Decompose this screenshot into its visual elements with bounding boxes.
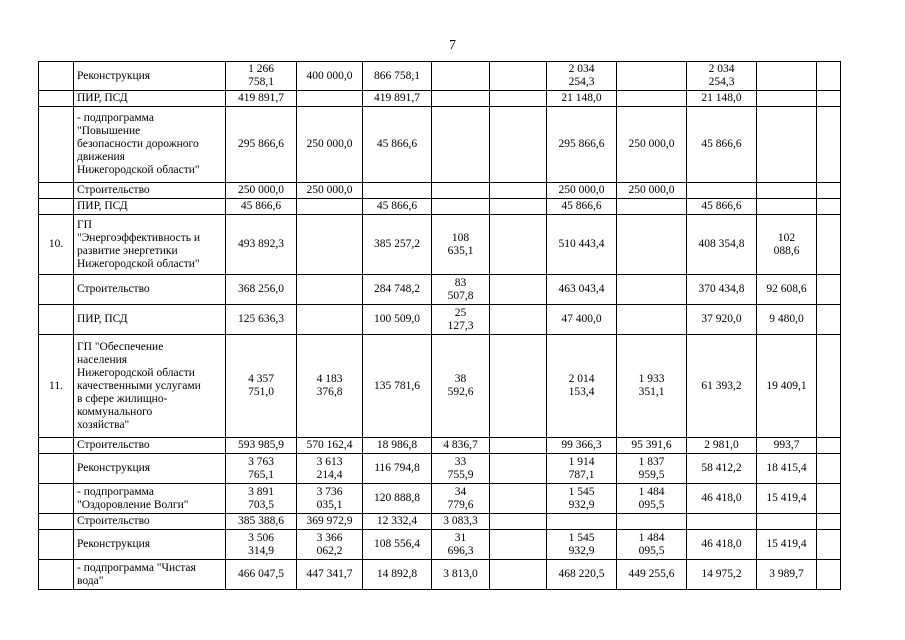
value-cell-federal-2 [617, 305, 687, 335]
value-cell-regional-2: 58 412,2 [687, 454, 757, 484]
value-cell-extra [490, 484, 547, 514]
value-cell-total-2: 250 000,0 [547, 183, 617, 199]
value-cell-federal-2: 95 391,6 [617, 438, 687, 454]
value-cell-local: 31 696,3 [432, 530, 490, 560]
value-cell-local-2: 102 088,6 [757, 215, 817, 275]
value-cell-local-2: 3 989,7 [757, 560, 817, 590]
value-cell-local: 108 635,1 [432, 215, 490, 275]
value-cell-total: 295 866,6 [226, 107, 297, 183]
value-cell-regional: 12 332,4 [363, 514, 432, 530]
program-name-cell: ПИР, ПСД [74, 199, 226, 215]
value-cell-local: 25 127,3 [432, 305, 490, 335]
value-cell-regional-2: 46 418,0 [687, 530, 757, 560]
value-cell-federal-2 [617, 199, 687, 215]
value-cell-local: 33 755,9 [432, 454, 490, 484]
table-row [39, 484, 841, 514]
value-cell-regional-2: 370 434,8 [687, 275, 757, 305]
value-cell-extra-2 [817, 62, 841, 91]
value-cell-total: 385 388,6 [226, 514, 297, 530]
value-cell-regional: 108 556,4 [363, 530, 432, 560]
value-cell-total-2: 99 366,3 [547, 438, 617, 454]
value-cell-local-2: 993,7 [757, 438, 817, 454]
value-cell-extra [490, 305, 547, 335]
value-cell-local [432, 199, 490, 215]
row-number-cell [39, 183, 74, 199]
program-name-cell: Реконструкция [74, 530, 226, 560]
value-cell-regional: 284 748,2 [363, 275, 432, 305]
value-cell-regional-2: 2 981,0 [687, 438, 757, 454]
row-number-cell [39, 560, 74, 590]
value-cell-extra [490, 514, 547, 530]
value-cell-local-2 [757, 514, 817, 530]
value-cell-regional: 120 888,8 [363, 484, 432, 514]
value-cell-regional: 45 866,6 [363, 199, 432, 215]
value-cell-extra [490, 91, 547, 107]
value-cell-total: 419 891,7 [226, 91, 297, 107]
program-name-cell: Строительство [74, 438, 226, 454]
program-name-cell: ГП "Энергоэффективность и развитие энергетики Нижегородской области" [74, 215, 226, 275]
value-cell-local: 83 507,8 [432, 275, 490, 305]
value-cell-extra-2 [817, 107, 841, 183]
value-cell-total: 3 891 703,5 [226, 484, 297, 514]
value-cell-extra-2 [817, 454, 841, 484]
value-cell-extra [490, 530, 547, 560]
value-cell-extra-2 [817, 183, 841, 199]
value-cell-total: 45 866,6 [226, 199, 297, 215]
row-number-cell [39, 454, 74, 484]
program-name-cell: - подпрограмма "Чистая вода" [74, 560, 226, 590]
value-cell-regional: 116 794,8 [363, 454, 432, 484]
value-cell-extra [490, 199, 547, 215]
table-row [39, 335, 841, 438]
value-cell-federal-2 [617, 275, 687, 305]
value-cell-total-2: 1 545 932,9 [547, 484, 617, 514]
value-cell-federal: 447 341,7 [297, 560, 363, 590]
value-cell-regional-2: 2 034 254,3 [687, 62, 757, 91]
value-cell-local [432, 107, 490, 183]
row-number-cell [39, 107, 74, 183]
value-cell-total: 4 357 751,0 [226, 335, 297, 438]
value-cell-federal-2: 1 484 095,5 [617, 530, 687, 560]
value-cell-total-2: 295 866,6 [547, 107, 617, 183]
value-cell-federal [297, 275, 363, 305]
value-cell-federal: 250 000,0 [297, 183, 363, 199]
value-cell-extra [490, 215, 547, 275]
value-cell-local [432, 183, 490, 199]
value-cell-extra-2 [817, 305, 841, 335]
value-cell-total-2: 47 400,0 [547, 305, 617, 335]
value-cell-federal: 369 972,9 [297, 514, 363, 530]
value-cell-regional-2: 408 354,8 [687, 215, 757, 275]
value-cell-extra [490, 183, 547, 199]
row-number-cell [39, 530, 74, 560]
value-cell-regional: 100 509,0 [363, 305, 432, 335]
value-cell-federal [297, 91, 363, 107]
value-cell-regional [363, 183, 432, 199]
program-name-cell: ПИР, ПСД [74, 91, 226, 107]
value-cell-regional: 14 892,8 [363, 560, 432, 590]
value-cell-total: 593 985,9 [226, 438, 297, 454]
table-row [39, 530, 841, 560]
value-cell-regional-2: 37 920,0 [687, 305, 757, 335]
value-cell-local: 3 083,3 [432, 514, 490, 530]
value-cell-local-2: 19 409,1 [757, 335, 817, 438]
value-cell-total-2: 510 443,4 [547, 215, 617, 275]
value-cell-federal [297, 199, 363, 215]
table-row [39, 91, 841, 107]
program-name-cell: ПИР, ПСД [74, 305, 226, 335]
program-name-cell: - подпрограмма "Оздоровление Волги" [74, 484, 226, 514]
value-cell-local [432, 91, 490, 107]
value-cell-total-2: 45 866,6 [547, 199, 617, 215]
row-number-cell [39, 305, 74, 335]
value-cell-federal [297, 215, 363, 275]
value-cell-federal: 4 183 376,8 [297, 335, 363, 438]
program-name-cell: Строительство [74, 275, 226, 305]
program-name-cell: Реконструкция [74, 62, 226, 91]
value-cell-federal: 3 736 035,1 [297, 484, 363, 514]
value-cell-extra [490, 454, 547, 484]
value-cell-total-2: 1 914 787,1 [547, 454, 617, 484]
value-cell-extra-2 [817, 91, 841, 107]
value-cell-extra-2 [817, 199, 841, 215]
value-cell-total-2: 468 220,5 [547, 560, 617, 590]
value-cell-total: 466 047,5 [226, 560, 297, 590]
value-cell-extra-2 [817, 215, 841, 275]
table-row [39, 454, 841, 484]
value-cell-extra [490, 560, 547, 590]
value-cell-total-2: 2 014 153,4 [547, 335, 617, 438]
program-name-cell: Реконструкция [74, 454, 226, 484]
value-cell-local-2: 9 480,0 [757, 305, 817, 335]
value-cell-regional-2 [687, 514, 757, 530]
value-cell-federal-2: 1 837 959,5 [617, 454, 687, 484]
value-cell-local-2 [757, 62, 817, 91]
program-name-cell: Строительство [74, 514, 226, 530]
value-cell-regional: 419 891,7 [363, 91, 432, 107]
value-cell-local-2 [757, 183, 817, 199]
value-cell-total-2 [547, 514, 617, 530]
value-cell-total-2: 2 034 254,3 [547, 62, 617, 91]
value-cell-extra-2 [817, 560, 841, 590]
table-row [39, 62, 841, 91]
budget-table [38, 61, 841, 590]
value-cell-regional: 866 758,1 [363, 62, 432, 91]
value-cell-regional-2: 45 866,6 [687, 107, 757, 183]
value-cell-regional-2: 21 148,0 [687, 91, 757, 107]
value-cell-extra [490, 438, 547, 454]
value-cell-federal-2: 250 000,0 [617, 183, 687, 199]
value-cell-regional: 45 866,6 [363, 107, 432, 183]
table-row [39, 305, 841, 335]
row-number-cell [39, 91, 74, 107]
value-cell-local-2 [757, 199, 817, 215]
value-cell-local-2: 15 419,4 [757, 484, 817, 514]
value-cell-federal-2 [617, 91, 687, 107]
value-cell-total: 250 000,0 [226, 183, 297, 199]
value-cell-extra-2 [817, 275, 841, 305]
value-cell-regional-2: 45 866,6 [687, 199, 757, 215]
value-cell-regional-2: 61 393,2 [687, 335, 757, 438]
program-name-cell: ГП "Обеспечение населения Нижегородской области качественными услугами в сфере жилищно- коммунального хозяйства" [74, 335, 226, 438]
value-cell-federal: 570 162,4 [297, 438, 363, 454]
value-cell-total-2: 1 545 932,9 [547, 530, 617, 560]
value-cell-local-2 [757, 91, 817, 107]
value-cell-local-2: 92 608,6 [757, 275, 817, 305]
value-cell-total: 368 256,0 [226, 275, 297, 305]
value-cell-extra-2 [817, 438, 841, 454]
value-cell-extra [490, 107, 547, 183]
value-cell-extra-2 [817, 484, 841, 514]
value-cell-extra-2 [817, 335, 841, 438]
table-row [39, 215, 841, 275]
value-cell-local: 34 779,6 [432, 484, 490, 514]
value-cell-federal: 3 366 062,2 [297, 530, 363, 560]
value-cell-regional: 135 781,6 [363, 335, 432, 438]
row-number-cell [39, 275, 74, 305]
value-cell-federal: 250 000,0 [297, 107, 363, 183]
value-cell-local [432, 62, 490, 91]
value-cell-federal-2 [617, 514, 687, 530]
table-row [39, 183, 841, 199]
value-cell-total: 3 763 765,1 [226, 454, 297, 484]
value-cell-total: 1 266 758,1 [226, 62, 297, 91]
value-cell-regional: 385 257,2 [363, 215, 432, 275]
value-cell-federal-2: 449 255,6 [617, 560, 687, 590]
program-name-cell: - подпрограмма "Повышение безопасности дорожного движения Нижегородской области" [74, 107, 226, 183]
row-number-cell [39, 62, 74, 91]
table-row [39, 199, 841, 215]
value-cell-local-2: 18 415,4 [757, 454, 817, 484]
row-number-cell [39, 438, 74, 454]
value-cell-local: 4 836,7 [432, 438, 490, 454]
row-number-cell: 10. [39, 215, 74, 275]
value-cell-total-2: 463 043,4 [547, 275, 617, 305]
row-number-cell [39, 484, 74, 514]
value-cell-federal-2: 250 000,0 [617, 107, 687, 183]
value-cell-federal-2 [617, 215, 687, 275]
value-cell-local-2 [757, 107, 817, 183]
value-cell-local: 3 813,0 [432, 560, 490, 590]
table-row [39, 438, 841, 454]
value-cell-federal-2: 1 484 095,5 [617, 484, 687, 514]
value-cell-total: 3 506 314,9 [226, 530, 297, 560]
value-cell-total-2: 21 148,0 [547, 91, 617, 107]
page-number: 7 [449, 38, 456, 53]
value-cell-total: 493 892,3 [226, 215, 297, 275]
table-row [39, 514, 841, 530]
value-cell-total: 125 636,3 [226, 305, 297, 335]
row-number-cell: 11. [39, 335, 74, 438]
value-cell-extra [490, 335, 547, 438]
value-cell-regional-2: 14 975,2 [687, 560, 757, 590]
value-cell-regional-2: 46 418,0 [687, 484, 757, 514]
table-row [39, 275, 841, 305]
row-number-cell [39, 514, 74, 530]
value-cell-regional: 18 986,8 [363, 438, 432, 454]
program-name-cell: Строительство [74, 183, 226, 199]
value-cell-federal [297, 305, 363, 335]
value-cell-extra-2 [817, 530, 841, 560]
value-cell-extra [490, 275, 547, 305]
value-cell-federal-2: 1 933 351,1 [617, 335, 687, 438]
value-cell-federal: 3 613 214,4 [297, 454, 363, 484]
value-cell-local-2: 15 419,4 [757, 530, 817, 560]
table-row [39, 560, 841, 590]
value-cell-federal-2 [617, 62, 687, 91]
value-cell-extra [490, 62, 547, 91]
value-cell-regional-2 [687, 183, 757, 199]
value-cell-local: 38 592,6 [432, 335, 490, 438]
value-cell-federal: 400 000,0 [297, 62, 363, 91]
value-cell-extra-2 [817, 514, 841, 530]
row-number-cell [39, 199, 74, 215]
table-row [39, 107, 841, 183]
